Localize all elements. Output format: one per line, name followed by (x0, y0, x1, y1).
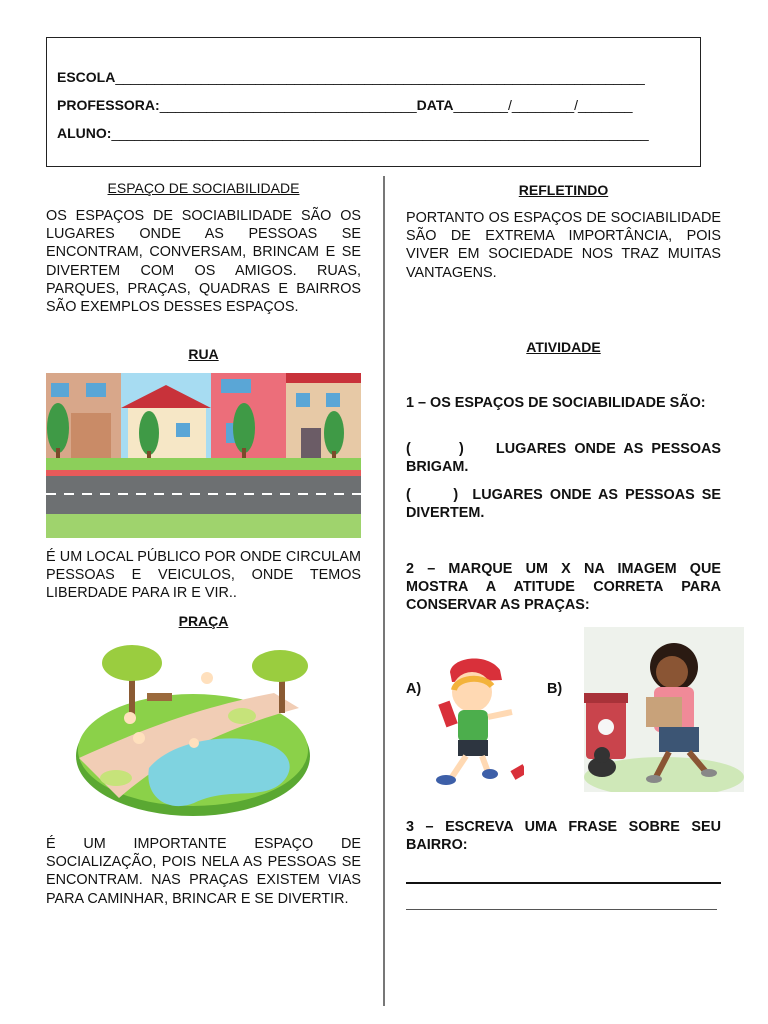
answer-line-1[interactable] (406, 882, 721, 884)
q2-option-b-label: B) (547, 681, 563, 697)
girl-recycling-image[interactable] (584, 627, 744, 792)
answer-line-2[interactable] (406, 909, 717, 910)
header-box (46, 37, 701, 167)
park-illustration (74, 638, 312, 820)
date-label: DATA (416, 97, 454, 113)
teacher-line[interactable]: _________________________________ (159, 97, 417, 113)
boy-littering-image[interactable] (432, 652, 524, 800)
q2-option-a-label: A) (406, 681, 422, 697)
reflect-title: REFLETINDO (518, 182, 609, 198)
student-label: ALUNO: (57, 125, 112, 141)
student-line[interactable]: _____________________________________________________________________ (111, 125, 649, 141)
sociability-intro: OS ESPAÇOS DE SOCIABILIDADE SÃO OS LUGARES ONDE AS PESSOAS SE ENCONTRAM, CONVERSAM, BRINCAM E SE DIVERTEM COM OS AMIGOS. RUAS, PARQUES, PRAÇAS, QUADRAS E BAIRROS SÃO EXEMPLOS DESSES ESPAÇOS. (46, 208, 361, 316)
teacher-row[interactable] (57, 97, 633, 113)
question-1: 1 – OS ESPAÇOS DE SOCIABILIDADE SÃO: (406, 395, 706, 411)
praca-title: PRAÇA (178, 613, 229, 629)
praca-text: É UM IMPORTANTE ESPAÇO DE SOCIALIZAÇÃO, POIS NELA AS PESSOAS SE ENCONTRAM. NAS PRAÇAS EXISTEM VIAS PARA CAMINHAR, BRINCAR E SE DIVERTIR. (46, 836, 361, 907)
school-row[interactable] (57, 69, 645, 85)
sociability-title: ESPAÇO DE SOCIABILIDADE (107, 180, 300, 196)
rua-text: É UM LOCAL PÚBLICO POR ONDE CIRCULAM PESSOAS E VEICULOS, ONDE TEMOS LIBERDADE PARA IR E VIR.. (46, 549, 361, 602)
q1-option-b[interactable]: ( ) LUGARES ONDE AS PESSOAS SE DIVERTEM. (406, 487, 725, 522)
school-line[interactable]: ____________________________________________________________________ (115, 69, 645, 85)
question-2: 2 – MARQUE UM X NA IMAGEM QUE MOSTRA A ATITUDE CORRETA PARA CONSERVAR AS PRAÇAS: (406, 561, 721, 614)
date-line[interactable]: _______/________/_______ (453, 97, 633, 113)
street-illustration (46, 373, 361, 538)
student-row[interactable] (57, 125, 649, 141)
reflect-text: PORTANTO OS ESPAÇOS DE SOCIABILIDADE SÃO DE EXTREMA IMPORTÂNCIA, POIS VIVER EM SOCIEDADE NOS TRAZ MUITAS VANTAGENS. (406, 210, 721, 281)
rua-title: RUA (188, 346, 219, 362)
girl-recycling-illustration (584, 627, 744, 792)
school-label: ESCOLA (57, 69, 116, 85)
q1-option-a[interactable]: ( ) LUGARES ONDE AS PESSOAS BRIGAM. (406, 441, 725, 476)
teacher-label: PROFESSORA: (57, 97, 160, 113)
park-image (74, 638, 312, 820)
street-image (46, 373, 361, 538)
boy-littering-illustration (432, 652, 524, 800)
column-divider (383, 176, 385, 1006)
activity-title: ATIVIDADE (526, 339, 601, 355)
question-3: 3 – ESCREVA UMA FRASE SOBRE SEU BAIRRO: (406, 819, 721, 854)
